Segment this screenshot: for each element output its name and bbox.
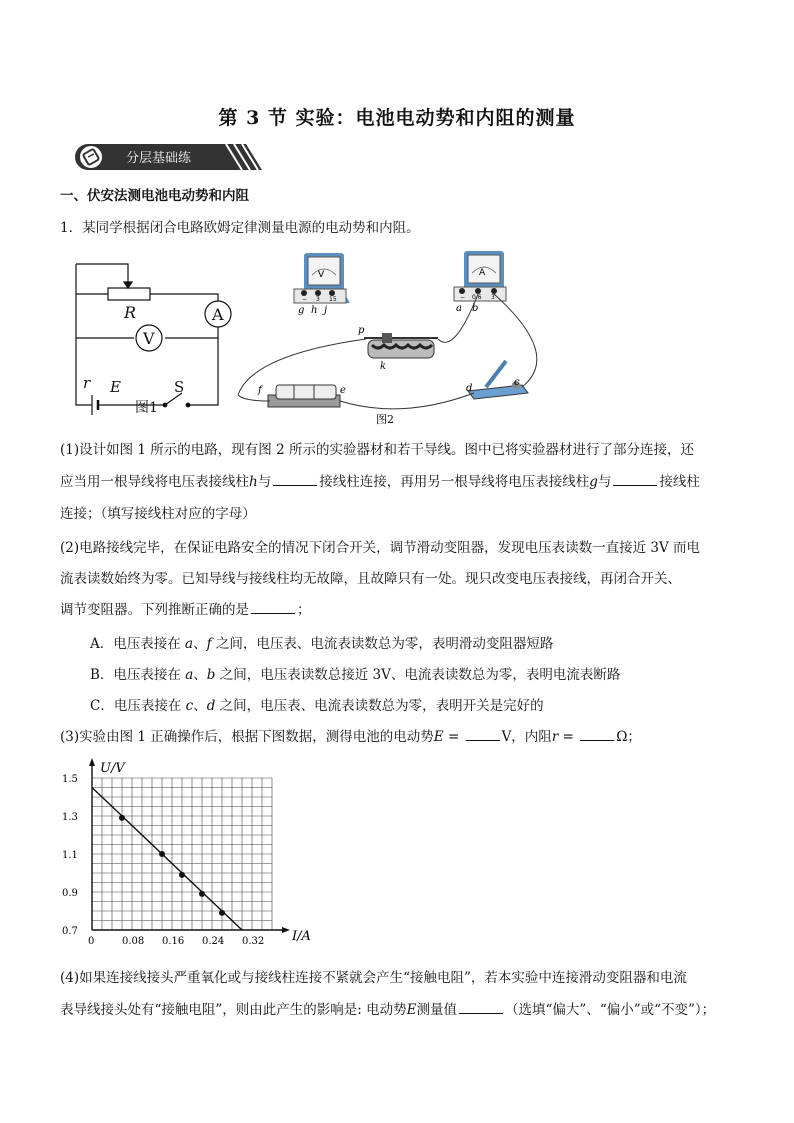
x-tick-label: 0.24 xyxy=(202,936,225,947)
answer-blank-part4[interactable] xyxy=(459,1000,503,1014)
terminal-a: a xyxy=(456,303,462,314)
ammeter-scale-minus: − xyxy=(460,294,466,301)
y-axis-arrow xyxy=(89,758,95,766)
apparatus-diagram-fig2 xyxy=(232,245,552,430)
voltmeter-scale-15: 15 xyxy=(329,296,337,303)
x-tick-label: 0.32 xyxy=(242,936,265,947)
battery-illustration xyxy=(257,385,346,407)
answer-blank-g[interactable] xyxy=(613,472,657,486)
fit-line xyxy=(92,788,242,931)
data-point xyxy=(119,815,125,821)
voltmeter-scale-3: 3 xyxy=(316,296,320,303)
ammeter-scale-3: 3 xyxy=(491,294,495,301)
option-c: C．电压表接在 c、d 之间，电压表、电流表读数总为零，表明开关是完好的 xyxy=(90,698,544,714)
banner-label: 分层基础练 xyxy=(126,151,192,166)
fig1-label-V: V xyxy=(143,329,155,348)
answer-blank-resistance[interactable] xyxy=(580,727,614,741)
fig1-label-A: A xyxy=(212,305,224,324)
part1-line2: 应当用一根导线将电压表接线柱h与 接线柱连接，再用另一根导线将电压表接线柱g与 接线柱 xyxy=(60,474,700,490)
terminal-j: j xyxy=(324,305,328,316)
voltmeter-face: V xyxy=(318,270,325,280)
part2-line3: 调节变阻器。下列推断正确的是 ； xyxy=(60,602,311,618)
section-heading: 一、伏安法测电池电动势和内阻 xyxy=(60,188,249,204)
x-tick-label: 0.08 xyxy=(122,936,145,947)
ammeter-face: A xyxy=(479,268,486,278)
part1-line3: 连接；（填写接线柱对应的字母） xyxy=(60,506,256,522)
section-banner xyxy=(76,142,266,172)
question-stem: 1．某同学根据闭合电路欧姆定律测量电源的电动势和内阻。 xyxy=(60,220,420,236)
fig2-caption: 图2 xyxy=(376,413,394,426)
rheostat-illustration xyxy=(358,325,438,372)
part2-line2: 流表读数始终为零。已知导线与接线柱均无故障，且故障只有一处。现只改变电压表接线，再闭合开关、 xyxy=(60,571,681,587)
y-tick-label: 1.1 xyxy=(62,850,78,861)
y-tick-label: 0.9 xyxy=(62,888,78,899)
y-tick-label: 1.3 xyxy=(62,812,78,823)
terminal-b: b xyxy=(472,303,479,314)
fig1-label-E: E xyxy=(110,378,121,396)
x-tick-label: 0.16 xyxy=(162,936,185,947)
answer-blank-part2[interactable] xyxy=(251,600,295,614)
voltmeter-scale-minus: − xyxy=(302,296,308,303)
terminal-c: c xyxy=(514,377,520,388)
y-tick-label: 0.7 xyxy=(62,926,78,937)
terminal-g: g xyxy=(298,305,305,316)
part2-line1: (2)电路接线完毕，在保证电路安全的情况下闭合开关，调节滑动变阻器，发现电压表读数一直接近 3V 而电 xyxy=(60,540,701,556)
ammeter-illustration xyxy=(454,251,506,314)
data-point xyxy=(199,891,205,897)
y-axis-label: U/V xyxy=(100,761,125,776)
terminal-k: k xyxy=(380,361,387,372)
voltmeter-illustration xyxy=(294,253,350,316)
x-tick-label: 0 xyxy=(88,936,95,947)
data-point xyxy=(159,851,165,857)
part4-line2: 表导线接头处有“接触电阻”，则由此产生的影响是: 电动势E测量值 （选填“偏大”、“偏小”或“不变”）； xyxy=(60,1002,716,1018)
fig1-caption: 图1 xyxy=(135,400,158,416)
data-point xyxy=(179,872,185,878)
answer-blank-emf[interactable] xyxy=(466,727,500,741)
u-i-graph xyxy=(60,752,311,952)
fig1-label-R: R xyxy=(124,303,137,322)
part1-line1: (1)设计如图 1 所示的电路，现有图 2 所示的实验器材和若干导线。图中已将实验器材进行了部分连接，还 xyxy=(60,442,694,458)
terminal-f: f xyxy=(258,385,262,396)
y-tick-label: 1.5 xyxy=(62,774,78,785)
terminal-d: d xyxy=(466,383,473,394)
fig1-label-S: S xyxy=(174,378,185,396)
x-axis-label: I/A xyxy=(292,929,311,944)
part3-line: (3)实验由图 1 正确操作后，根据下图数据，测得电池的电动势E = V，内阻r = Ω； xyxy=(60,729,641,745)
terminal-h: h xyxy=(311,305,318,316)
page-title: 第 3 节 实验：电池电动势和内阻的测量 xyxy=(218,107,576,129)
switch-illustration xyxy=(466,361,528,399)
answer-blank-h[interactable] xyxy=(273,472,317,486)
option-a: A．电压表接在 a、f 之间，电压表、电流表读数总为零，表明滑动变阻器短路 xyxy=(90,636,554,652)
terminal-p: p xyxy=(358,325,365,336)
terminal-e: e xyxy=(340,385,346,396)
x-axis-arrow xyxy=(282,927,290,933)
option-b: B．电压表接在 a、b 之间，电压表读数总接近 3V、电流表读数总为零，表明电流表断路 xyxy=(90,667,621,683)
part4-line1: (4)如果连接线接头严重氧化或与接线柱连接不紧就会产生“接触电阻”，若本实验中连接滑动变阻器和电流 xyxy=(60,970,687,986)
ammeter-scale-06: 0.6 xyxy=(472,294,482,301)
fig1-label-r: r xyxy=(83,374,91,392)
data-point xyxy=(219,910,225,916)
circuit-diagram-fig1 xyxy=(70,260,240,420)
